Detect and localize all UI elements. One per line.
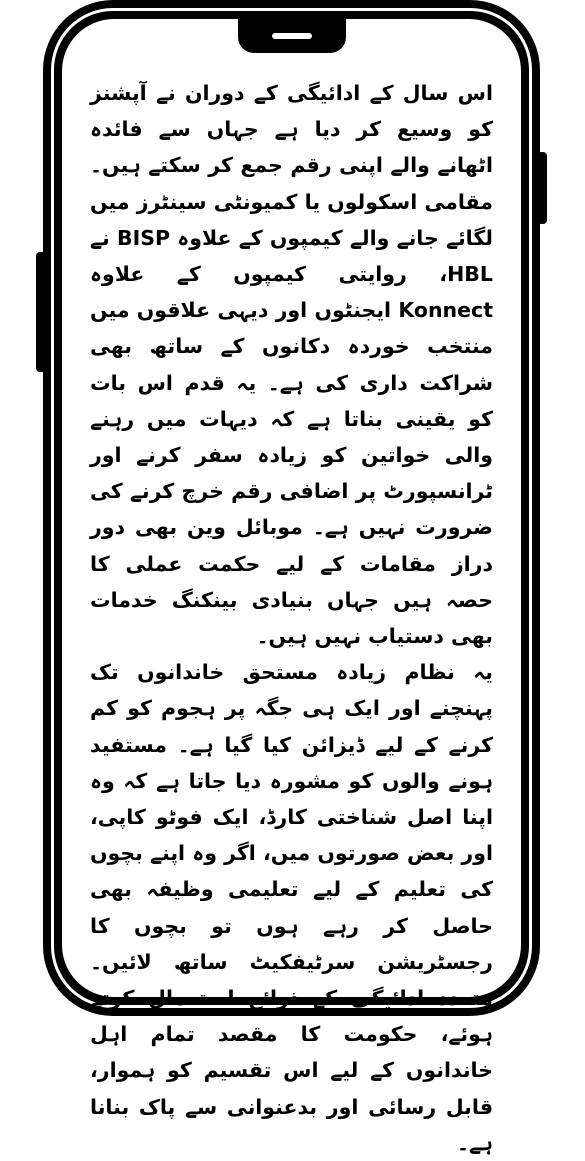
phone-frame — [43, 0, 540, 1155]
paragraph-2: یہ نظام زیادہ مستحق خاندانوں تک پہنچنے اور ایک ہی جگہ پر ہجوم کو کم کرنے کے لیے ڈیزائن کیا گیا ہے۔ مستفید ہونے والوں کو مشورہ دیا جاتا ہے کہ وہ اپنا اصل شناختی کارڈ، ایک فوٹو کاپی، اور بعض صورتوں میں، اگر وہ اپنے بچوں کی تعلیم کے لیے تعلیمی وظیفہ بھی حاصل کر رہے ہوں تو بچوں کا رجسٹریشن سرٹیفکیٹ ساتھ لائیں۔ متعدد ادائیگی کے ذرائع استعمال کرتے ہوئے، حکومت کا مقصد تمام اہل خاندانوں کے لیے اس تقسیم کو ہموار، قابل رسائی اور بدعنوانی سے پاک بنانا ہے۔ — [90, 660, 493, 1155]
phone-screen — [62, 19, 521, 1155]
phone-notch — [238, 19, 346, 53]
article-text — [90, 75, 493, 1161]
speaker-icon — [272, 33, 312, 39]
paragraph-1: اس سال کے ادائیگی کے دوران نے آپشنز کو وسیع کر دیا ہے جہاں سے فائدہ اٹھانے والے اپنی رقم جمع کر سکتے ہیں۔ مقامی اسکولوں یا کمیونٹی سینٹرز میں لگائے جانے والے کیمپوں کے علاوہ BISP نے HBL، روایتی کیمپوں کے علاوہ Konnect ایجنٹوں اور دیہی علاقوں میں منتخب خوردہ دکانوں کے ساتھ بھی شراکت داری کی ہے۔ یہ قدم اس بات کو یقینی بناتا ہے کہ دیہات میں رہنے والی خواتین کو زیادہ سفر کرنے اور ٹرانسپورٹ پر اضافی رقم خرچ کرنے کی ضرورت نہیں ہے۔ موبائل وین بھی دور دراز مقامات کے لیے حکمت عملی کا حصہ ہیں جہاں بنیادی بینکنگ خدمات بھی دستیاب نہیں ہیں۔ — [90, 81, 493, 649]
